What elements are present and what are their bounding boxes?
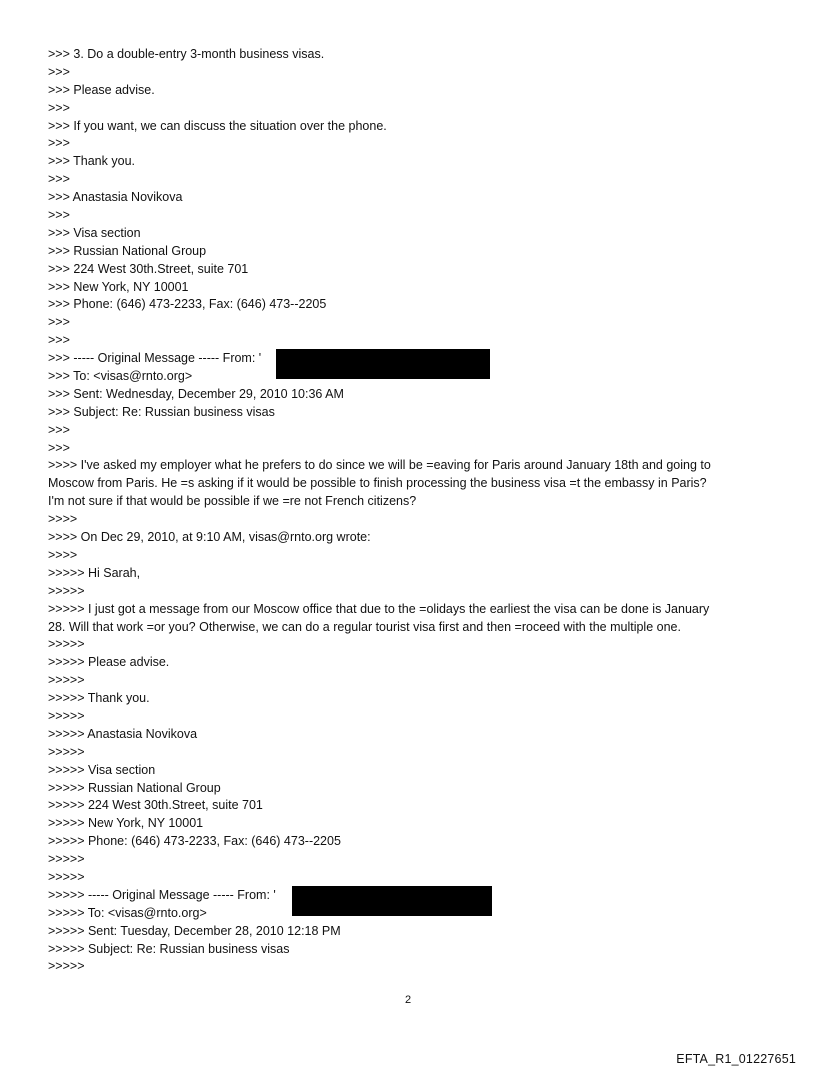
text-line: >>>>> Sent: Tuesday, December 28, 2010 12:18 PM (48, 923, 341, 938)
text-line: >>> ----- Original Message ----- From: ' (48, 351, 262, 366)
text-line: >>>> I've asked my employer what he prefers to do since we will be =eaving for Paris around January 18th and going to (48, 458, 711, 473)
email-body (48, 46, 768, 976)
text-line: >>>>> Anastasia Novikova (48, 726, 198, 741)
text-line: >>> (48, 333, 70, 348)
text-line: Moscow from Paris. He =s asking if it would be possible to finish processing the business visa =t the embassy in Paris? (48, 476, 707, 491)
text-line: >>> Sent: Wednesday, December 29, 2010 10:36 AM (48, 386, 344, 401)
text-line: >>> Visa section (48, 225, 141, 240)
text-line: >>>> (48, 547, 78, 562)
text-line: >>>>> Visa section (48, 762, 156, 777)
text-line: >>>>> (48, 869, 85, 884)
text-line: >>> Thank you. (48, 154, 135, 169)
text-line: >>>>> Hi Sarah, (48, 565, 141, 580)
text-line: >>>> On Dec 29, 2010, at 9:10 AM, visas@rnto.org wrote: (48, 530, 371, 545)
text-line: I'm not sure if that would be possible if we =re not French citizens? (48, 494, 417, 509)
document-id: EFTA_R1_01227651 (676, 1052, 796, 1066)
text-line: >>>>> I just got a message from our Moscow office that due to the =olidays the earliest the visa can be done is January (48, 601, 710, 616)
text-line: >>> New York, NY 10001 (48, 279, 189, 294)
text-line: >>> (48, 440, 70, 455)
text-line: >>> Russian National Group (48, 243, 207, 258)
text-line: >>>>> ----- Original Message ----- From: ' (48, 887, 276, 902)
text-line: >>> 3. Do a double-entry 3-month business visas. (48, 47, 325, 61)
text-line: >>> (48, 315, 70, 330)
text-line: >>> Please advise. (48, 82, 155, 97)
text-line: >>> Phone: (646) 473-2233, Fax: (646) 473--2205 (48, 297, 327, 312)
text-line: >>>>> (48, 673, 85, 688)
text-line: >>>>> (48, 852, 85, 867)
page-number: 2 (404, 994, 412, 1006)
text-line: >>> (48, 172, 70, 187)
text-line: >>>>> Phone: (646) 473-2233, Fax: (646) 473--2205 (48, 834, 341, 849)
text-line: >>>>> (48, 959, 85, 974)
text-line: >>>>> (48, 744, 85, 759)
text-line: >>>>> (48, 637, 85, 652)
text-line: >>> (48, 208, 70, 223)
text-line: >>>>> To: <visas@rnto.org> (48, 905, 207, 920)
text-line: >>>> (48, 512, 78, 527)
text-line: >>>>> Subject: Re: Russian business visas (48, 941, 290, 956)
text-line: >>> Anastasia Novikova (48, 190, 183, 205)
text-line: >>>>> Please advise. (48, 655, 170, 670)
text-line: >>>>> Russian National Group (48, 780, 221, 795)
original-message-from-line (48, 350, 768, 368)
text-line: >>>>> (48, 583, 85, 598)
text-line: >>>>> (48, 708, 85, 723)
text-line: >>> If you want, we can discuss the situation over the phone. (48, 118, 387, 133)
text-line: >>> (48, 64, 70, 79)
text-line: >>> (48, 100, 70, 115)
text-line: 28. Will that work =or you? Otherwise, we can do a regular tourist visa first and then =roceed with the multiple one. (48, 619, 681, 634)
text-line: >>> 224 West 30th.Street, suite 701 (48, 261, 249, 276)
text-line: >>> (48, 136, 70, 151)
text-line: >>>>> New York, NY 10001 (48, 816, 204, 831)
text-line: >>>>> Thank you. (48, 691, 150, 706)
text-line: >>> (48, 422, 70, 437)
text-line: >>>>> 224 West 30th.Street, suite 701 (48, 798, 263, 813)
text-line: >>> To: <visas@rnto.org> (48, 369, 193, 384)
text-line: >>> Subject: Re: Russian business visas (48, 404, 275, 419)
original-message-from-line (48, 887, 768, 905)
